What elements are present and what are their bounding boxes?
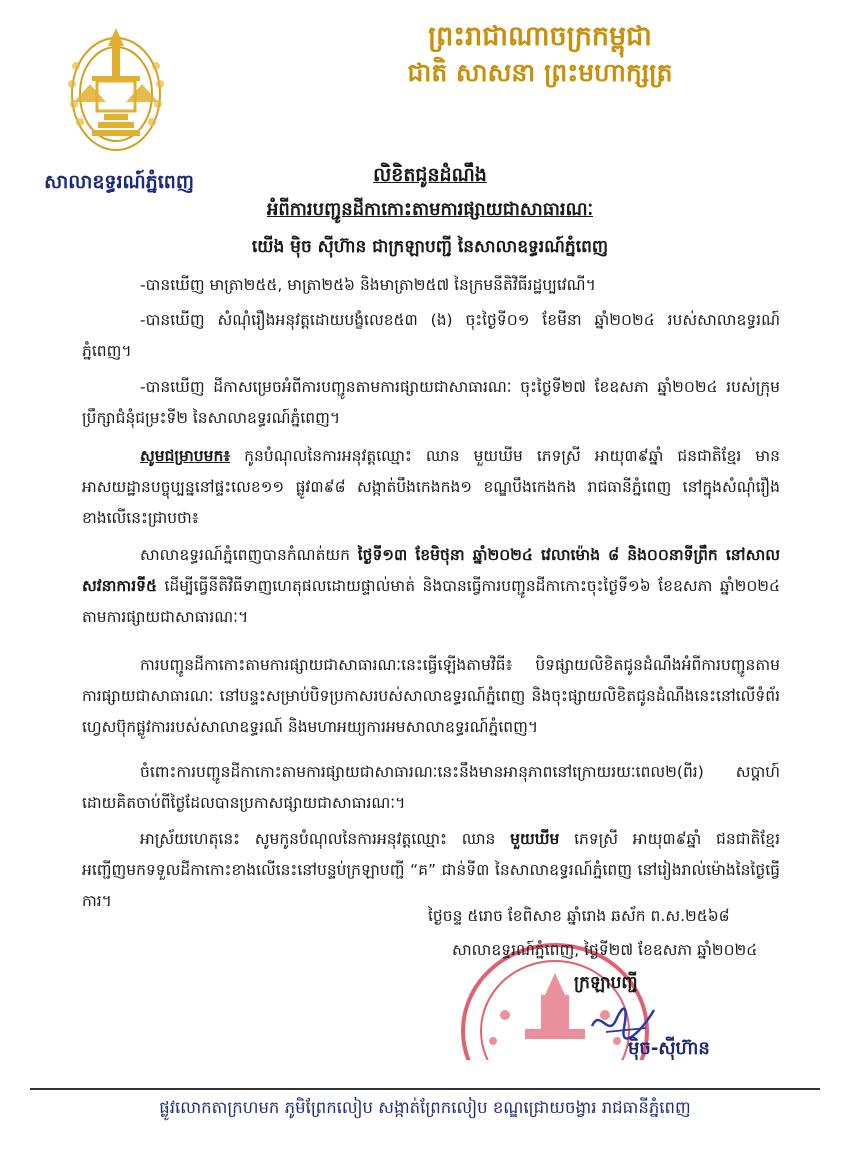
court-emblem-icon xyxy=(62,22,170,162)
debtor-name: មួយឃីម xyxy=(510,830,560,848)
paragraph-6: ការបញ្ជូនដីកាកោះតាមការផ្សាយជាសាធារណៈនេះធ្វើឡើងតាមវិធី៖ បិទផ្សាយលិខិតជូនដំណឹងអំពីការបញ្ជូនតាមការផ្សាយជាសាធារណៈ នៅបន្ទះសម្រាប់បិទប្រកាសរបស់សាលាឧទ្ធរណ៍ភ្នំពេញ និងចុះផ្សាយលិខិតជូនដំណឹងនេះនៅលើទំព័រហ្វេសប៊ុកផ្លូវការរបស់សាលាឧទ្ធរណ៍ និងមហាអយ្យការអមសាលាឧទ្ធរណ៍ភ្នំពេញ។ xyxy=(82,656,780,736)
doc-title-line2: អំពីការបញ្ជូនដីកាកោះតាមការផ្សាយជាសាធារណៈ xyxy=(266,199,594,220)
footer-address: ផ្លូវលោកតាក្រហមក ភូមិព្រែកលៀប សង្កាត់ព្រែកលៀប ខណ្ឌជ្រោយចង្វារ រាជធានីភ្នំពេញ xyxy=(159,1098,691,1117)
paragraph-1: -បានឃើញ មាត្រា២៥៥, មាត្រា២៥៦ និងមាត្រា២៥៧ នៃក្រមនីតិវិធីរដ្ឋប្បវេណី។ xyxy=(140,276,596,294)
paragraph-4-text: កូនបំណុលនៃការអនុវត្តឈ្មោះ ឈាន មួយឃីម ភេទស្រី អាយុ៣៩ឆ្នាំ ជនជាតិខ្មែរ មានអាសយដ្ឋានបច្ចុប្បន្ននៅផ្ទះលេខ១១ ផ្លូវ៣៩៨ សង្កាត់បឹងកេងកង១ ខណ្ឌបឹងកេងកង រាជធានីភ្នំពេញ នៅក្នុងសំណុំរឿងខាងលើនេះជ្រាបថា៖ xyxy=(82,447,780,527)
author-line: យើង ម៉ិច ស៊ីហ៊ាន ជាក្រឡាបញ្ជី នៃសាលាឧទ្ធរណ៍ភ្នំពេញ xyxy=(251,237,609,257)
paragraph-8 xyxy=(82,824,780,917)
paragraph-5 xyxy=(82,540,780,633)
signer-name: ម៉ិច-ស៊ីហ៊ាន xyxy=(628,1038,710,1059)
national-motto: ជាតិ សាសនា ព្រះមហាក្សត្រ xyxy=(407,58,673,87)
paragraph-5-text-c: ដើម្បីធ្វើនីតិវិធីទាញហេតុផលដោយផ្ទាល់មាត់ និងបានធ្វើការបញ្ជូនដីកាកោះចុះថ្ងៃទី១៦ ខែឧសភា ឆ្នាំ២០២៤ តាមការផ្សាយជាសាធារណៈ។ xyxy=(82,577,780,626)
hearing-date: ថ្ងៃទី១៣ ខែមិថុនា ឆ្នាំ២០២៤ វេលាម៉ោង ៨ និង០០នាទីព្រឹក នៅសាលសវនាការទី៥ xyxy=(82,546,781,595)
paragraph-5-text-a: សាលាឧទ្ធរណ៍ភ្នំពេញបានកំណត់យក xyxy=(140,546,358,564)
footer-divider xyxy=(30,1088,820,1090)
signer-role: ក្រឡាបញ្ជី xyxy=(574,973,638,993)
kingdom-title: ព្រះរាជាណាចក្រកម្ពុជា xyxy=(428,21,652,52)
place-date: សាលាឧទ្ធរណ៍ភ្នំពេញ, ថ្ងៃទី២៧ ខែឧសភា ឆ្នាំ២០២៤ xyxy=(452,941,758,959)
lunar-date: ថ្ងៃចន្ទ ៥រោច ខែពិសាខ ឆ្នាំរោង ឆស័ក ព.ស.២៥៦៨ xyxy=(428,907,730,925)
paragraph-8-text-c: ភេទស្រី អាយុ៣៩ឆ្នាំ ជនជាតិខ្មែរ អញ្ជើញមកទទួលដីកាកោះខាងលើនេះនៅបន្ទប់ក្រឡាបញ្ជី “គ” ជាន់ទី៣ នៃសាលាឧទ្ធរណ៍ភ្នំពេញ នៅរៀងរាល់ម៉ោងនៃថ្ងៃធ្វើការ។ xyxy=(82,830,780,910)
paragraph-8-text-a: អាស្រ័យហេតុនេះ សូមកូនបំណុលនៃការអនុវត្តឈ្មោះ ឈាន xyxy=(140,830,511,848)
paragraph-4 xyxy=(82,441,780,534)
paragraph-7: ចំពោះការបញ្ជូនដីកាកោះតាមការផ្សាយជាសាធារណៈនេះនឹងមានអានុភាពនៅក្រោយរយៈពេល២(ពីរ) សប្តាហ៍ ដោយគិតចាប់ពីថ្ងៃដែលបានប្រកាសផ្សាយជាសាធារណៈ។ xyxy=(82,763,780,812)
paragraph-2: -បានឃើញ សំណុំរឿងអនុវត្តដោយបង្ខំលេខ៥៣ (ង) ចុះថ្ងៃទី០១ ខែមីនា ឆ្នាំ២០២៤ របស់សាលាឧទ្ធរណ៍ភ្នំពេញ។ xyxy=(82,311,780,360)
doc-title-line1: លិខិតជូនដំណឹង xyxy=(373,164,487,186)
paragraph-3: -បានឃើញ ដីកាសម្រេចអំពីការបញ្ជូនតាមការផ្សាយជាសាធារណៈ ចុះថ្ងៃទី២៧ ខែឧសភា ឆ្នាំ២០២៤ របស់ក្រុមប្រឹក្សាជំនុំជម្រះទី២ នៃសាលាឧទ្ធរណ៍ភ្នំពេញ។ xyxy=(82,378,780,427)
court-name: សាលាឧទ្ធរណ៍ភ្នំពេញ xyxy=(44,171,194,193)
notice-lead: សូមជម្រាបមក៖ xyxy=(140,447,231,465)
